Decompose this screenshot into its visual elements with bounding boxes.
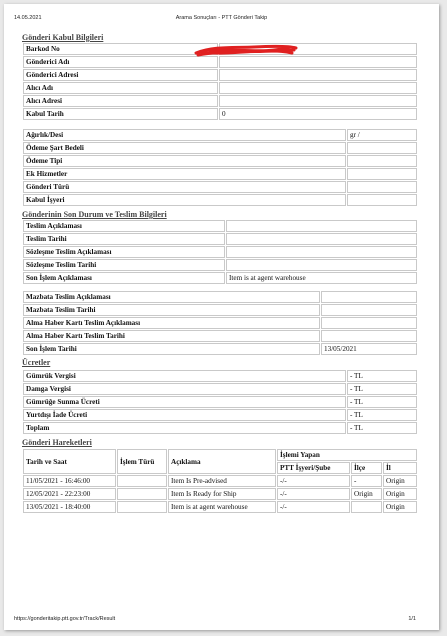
cell-aciklama: Item is at agent warehouse [168, 501, 276, 513]
field-value [321, 330, 417, 342]
field-label: Mazbata Teslim Tarihi [23, 304, 320, 316]
col-header-islem-turu: İşlem Türü [117, 449, 167, 474]
ucretler-table [22, 369, 418, 435]
col-header-islemi-yapan: İşlemi Yapan [277, 449, 417, 461]
print-url: https://gonderitakip.ptt.gov.tr/Track/Result [14, 616, 116, 622]
field-value [321, 304, 417, 316]
field-label: Ağırlık/Desi [23, 129, 346, 141]
table-row [23, 95, 417, 107]
table-row [23, 259, 417, 271]
cell-tarih: 11/05/2021 - 16:46:00 [23, 475, 116, 487]
hareketler-table [22, 448, 418, 514]
table-row [23, 272, 417, 284]
cell-ilce: Origin [351, 488, 382, 500]
table-row [23, 181, 417, 193]
table-row [23, 129, 417, 141]
col-header-tarih: Tarih ve Saat [23, 449, 116, 474]
field-label: Damga Vergisi [23, 383, 346, 395]
kabul-table [22, 42, 418, 121]
table-row [23, 168, 417, 180]
field-label: Alıcı Adresi [23, 95, 218, 107]
print-page [4, 4, 439, 630]
field-value [219, 69, 417, 81]
field-value: - TL [347, 396, 417, 408]
table-row [23, 370, 417, 382]
field-label: Alma Haber Kartı Teslim Açıklaması [23, 317, 320, 329]
field-label: Sözleşme Teslim Tarihi [23, 259, 225, 271]
table-row [23, 488, 417, 500]
section-title-kabul: Gönderi Kabul Bilgileri [22, 33, 104, 42]
table-row [23, 56, 417, 68]
field-value: - TL [347, 422, 417, 434]
field-label: Son İşlem Tarihi [23, 343, 320, 355]
table-row [23, 233, 417, 245]
field-label: Gönderici Adı [23, 56, 218, 68]
field-label: Ödeme Şart Bedeli [23, 142, 346, 154]
cell-ilce [351, 501, 382, 513]
field-value: - TL [347, 383, 417, 395]
table-row [23, 220, 417, 232]
field-value [219, 82, 417, 94]
section-title-ucretler: Ücretler [22, 358, 51, 367]
table-row [23, 43, 417, 55]
field-value: 0 [219, 108, 417, 120]
table-row [23, 317, 417, 329]
mazbata-table [22, 290, 418, 356]
cell-tarih: 12/05/2021 - 22:23:00 [23, 488, 116, 500]
cell-islem-turu [117, 475, 167, 487]
field-label: Ek Hizmetler [23, 168, 346, 180]
page-number: 1/1 [408, 616, 416, 622]
table-row [23, 82, 417, 94]
field-value: - TL [347, 409, 417, 421]
field-value [347, 142, 417, 154]
table-row [23, 422, 417, 434]
cell-tarih: 13/05/2021 - 18:40:00 [23, 501, 116, 513]
col-header-aciklama: Açıklama [168, 449, 276, 474]
cell-aciklama: Item Is Pre-advised [168, 475, 276, 487]
field-value: Item is at agent warehouse [226, 272, 417, 284]
table-row [23, 246, 417, 258]
field-value [226, 233, 417, 245]
table-row [23, 383, 417, 395]
table-row [23, 330, 417, 342]
table-row [23, 291, 417, 303]
table-row [23, 108, 417, 120]
field-label: Mazbata Teslim Açıklaması [23, 291, 320, 303]
field-value: gr / [347, 129, 417, 141]
field-value [226, 259, 417, 271]
col-header-ilce: İlçe [351, 462, 382, 474]
table-row [23, 409, 417, 421]
print-title: Arama Sonuçları - PTT Gönderi Takip [175, 15, 268, 21]
table-row [23, 69, 417, 81]
table-row [23, 194, 417, 206]
field-label: Yurtdışı İade Ücreti [23, 409, 346, 421]
field-value [219, 56, 417, 68]
table-row [23, 142, 417, 154]
field-label: Alma Haber Kartı Teslim Tarihi [23, 330, 320, 342]
cell-islem-turu [117, 501, 167, 513]
field-value [347, 155, 417, 167]
section-title-durum: Gönderinin Son Durum ve Teslim Bilgileri [22, 210, 167, 219]
field-label: Ödeme Tipi [23, 155, 346, 167]
field-label: Toplam [23, 422, 346, 434]
col-header-il: İl [383, 462, 417, 474]
field-value: - TL [347, 370, 417, 382]
durum-table [22, 219, 418, 285]
cell-ilce: - [351, 475, 382, 487]
table-row [23, 475, 417, 487]
cell-il: Origin [383, 501, 417, 513]
field-value [226, 246, 417, 258]
print-date: 14.05.2021 [14, 15, 42, 21]
field-value [321, 317, 417, 329]
field-label: Teslim Açıklaması [23, 220, 225, 232]
table-row [23, 304, 417, 316]
cell-isyeri: -/- [277, 501, 350, 513]
cell-isyeri: -/- [277, 475, 350, 487]
field-label: Gümrük Vergisi [23, 370, 346, 382]
field-label: Alıcı Adı [23, 82, 218, 94]
field-label: Kabul Tarih [23, 108, 218, 120]
field-value: 13/05/2021 [321, 343, 417, 355]
cell-aciklama: Item Is Ready for Ship [168, 488, 276, 500]
field-label: Sözleşme Teslim Açıklaması [23, 246, 225, 258]
field-value [321, 291, 417, 303]
field-value [219, 95, 417, 107]
cell-islem-turu [117, 488, 167, 500]
field-label: Barkod No [23, 43, 218, 55]
table-row [23, 396, 417, 408]
section-title-hareketler: Gönderi Hareketleri [22, 438, 92, 447]
table-row [23, 155, 417, 167]
field-label: Gönderi Türü [23, 181, 346, 193]
cell-il: Origin [383, 488, 417, 500]
field-label: Teslim Tarihi [23, 233, 225, 245]
field-value [347, 168, 417, 180]
field-value [219, 43, 417, 55]
cell-il: Origin [383, 475, 417, 487]
field-value [347, 181, 417, 193]
field-label: Gönderici Adresi [23, 69, 218, 81]
field-value [226, 220, 417, 232]
cell-isyeri: -/- [277, 488, 350, 500]
field-value [347, 194, 417, 206]
field-label: Kabul İşyeri [23, 194, 346, 206]
kabul-details-table [22, 128, 418, 207]
field-label: Son İşlem Açıklaması [23, 272, 225, 284]
field-label: Gümrüğe Sunma Ücreti [23, 396, 346, 408]
table-row [23, 501, 417, 513]
table-row [23, 343, 417, 355]
col-header-isyeri: PTT İşyeri/Şube [277, 462, 350, 474]
